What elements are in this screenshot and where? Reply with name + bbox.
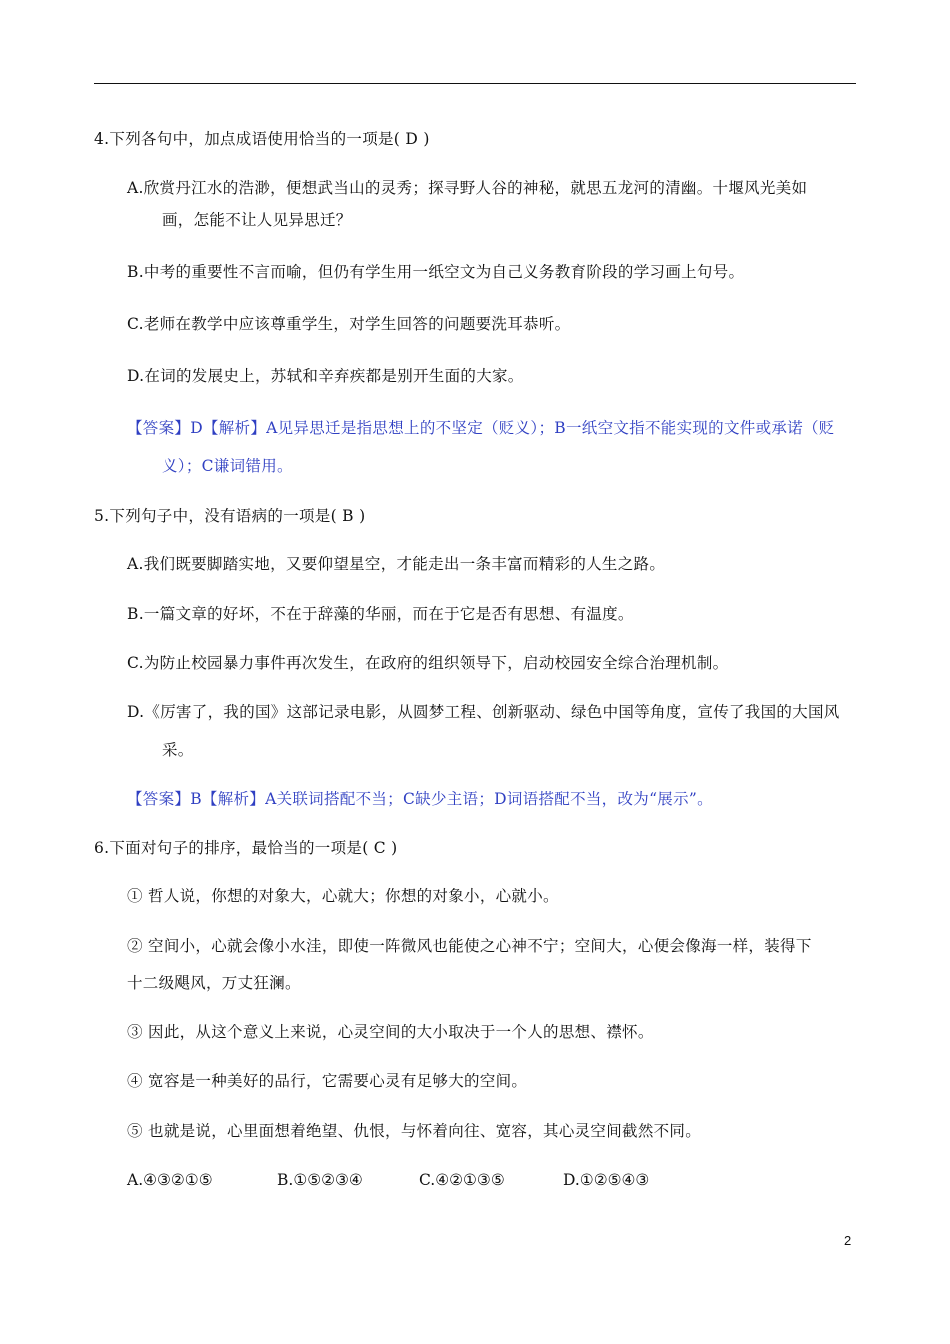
q6-option-a: A.④③②①⑤ bbox=[127, 1171, 213, 1189]
q4-option-a-line1: A.欣赏丹江水的浩渺，便想武当山的灵秀；探寻野人谷的神秘，就思五龙河的清幽。十堰风光美如 bbox=[127, 179, 808, 197]
q6-sentence-5: ⑤ 也就是说，心里面想着绝望、仇恨，与怀着向往、宽容，其心灵空间截然不同。 bbox=[127, 1122, 702, 1140]
q6-sentence-3: ③ 因此，从这个意义上来说，心灵空间的大小取决于一个人的思想、襟怀。 bbox=[127, 1023, 654, 1041]
q5-option-c: C.为防止校园暴力事件再次发生，在政府的组织领导下，启动校园安全综合治理机制。 bbox=[127, 654, 729, 672]
q4-option-a-line2: 画，怎能不让人见异思迁？ bbox=[162, 211, 352, 229]
q5-answer: 【答案】B【解析】A关联词搭配不当；C缺少主语；D词语搭配不当，改为“展示”。 bbox=[127, 790, 713, 808]
q5-option-d-line2: 采。 bbox=[162, 741, 194, 759]
q5-option-d-line1: D.《厉害了，我的国》这部记录电影，从圆梦工程、创新驱动、绿色中国等角度，宣传了我国的大国风 bbox=[127, 703, 840, 721]
page-number: 2 bbox=[844, 1233, 852, 1248]
q6-option-c: C.④②①③⑤ bbox=[419, 1171, 505, 1189]
q5-option-a: A.我们既要脚踏实地，又要仰望星空，才能走出一条丰富而精彩的人生之路。 bbox=[127, 555, 666, 573]
q4-answer-line1: 【答案】D【解析】A见异思迁是指思想上的不坚定（贬义）；B一纸空文指不能实现的文件或承诺（贬 bbox=[127, 419, 835, 437]
q6-sentence-4: ④ 宽容是一种美好的品行，它需要心灵有足够大的空间。 bbox=[127, 1072, 528, 1090]
q4-option-b: B.中考的重要性不言而喻，但仍有学生用一纸空文为自己义务教育阶段的学习画上句号。 bbox=[127, 263, 745, 281]
q5-stem: 5.下列句子中，没有语病的一项是( B ) bbox=[94, 507, 366, 525]
q6-option-b: B.①⑤②③④ bbox=[277, 1171, 363, 1189]
q6-sentence-2-line2: 十二级飓风，万丈狂澜。 bbox=[127, 974, 301, 992]
q4-option-c: C.老师在教学中应该尊重学生，对学生回答的问题要洗耳恭听。 bbox=[127, 315, 571, 333]
q4-stem: 4.下列各句中，加点成语使用恰当的一项是( D ) bbox=[94, 130, 430, 148]
q6-sentence-2-line1: ② 空间小，心就会像小水洼，即使一阵微风也能使之心神不宁；空间大，心便会像海一样，装得下 bbox=[127, 937, 812, 955]
q4-answer-line2: 义）；C谦词错用。 bbox=[162, 457, 293, 475]
q5-option-b: B.一篇文章的好坏，不在于辞藻的华丽，而在于它是否有思想、有温度。 bbox=[127, 605, 634, 623]
q4-option-d: D.在词的发展史上，苏轼和辛弃疾都是别开生面的大家。 bbox=[127, 367, 524, 385]
q6-stem: 6.下面对句子的排序，最恰当的一项是( C ) bbox=[94, 839, 398, 857]
header-rule bbox=[94, 83, 856, 84]
q6-option-d: D.①②⑤④③ bbox=[563, 1171, 650, 1189]
q6-sentence-1: ① 哲人说，你想的对象大，心就大；你想的对象小，心就小。 bbox=[127, 887, 559, 905]
